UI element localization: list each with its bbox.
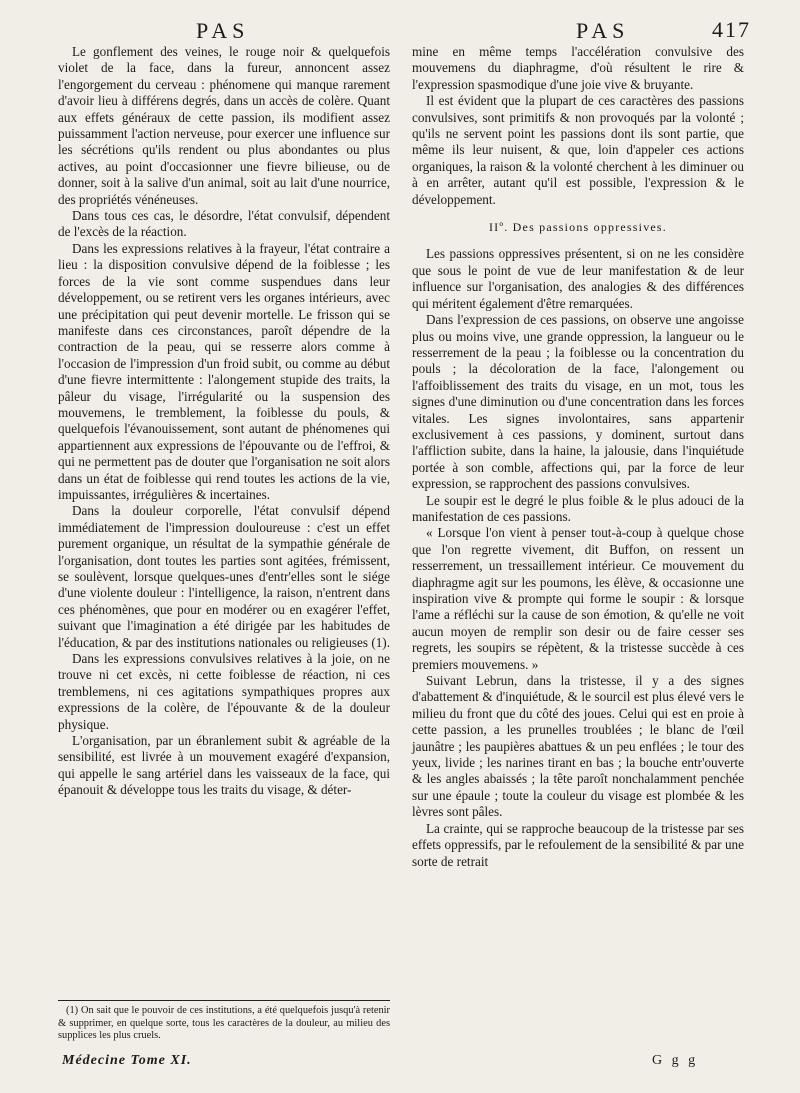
paragraph: Le soupir est le degré le plus foible & le plus adouci de la manifestation de ces passions. [412,492,744,524]
right-column [412,44,744,870]
page-number: 417 [712,17,751,42]
footnote-text: (1) On sait que le pouvoir de ces institutions, a été quelquefois jusqu'à retenir & supprimer, en quelque sorte, tous les caractères de la douleur, au milieu des supplices les plus cruels. [58,1005,390,1042]
paragraph: Il est évident que la plupart de ces caractères des passions convulsives, sont primitifs & non provoqués par la volonté ; qu'ils ne servent point les passions dont ils sont partie, que même ils leur nuisent, & que, loin d'appeler ces actions organiques, la raison & la volonté cherchent à les diminuer ou à en arrêter, autant qu'il est possible, l'expression & le développement. [412,93,744,207]
running-head-right: PAS [576,18,630,43]
paragraph: Dans l'expression de ces passions, on observe une angoisse plus ou moins vive, une grande oppression, la langueur ou le resserrement de la peau ; la foiblesse ou la concentration du pouls ; la décoloration de la face, l'alongement ou l'affoiblissement des traits du visage, en un mot, tous les signes d'une diminution ou d'une concentration dans les forces vitales. Les signes involontaires, sans appartenir exclusivement à ces passions, y dominent, surtout dans l'affliction subite, dans la haine, la jalousie, dans l'inquiétude portée à son comble, affections qui, par la force de leur expression, se rapprochent des passions convulsives. [412,312,744,492]
paragraph: L'organisation, par un ébranlement subit & agréable de la sensibilité, est livrée à un mouvement exagéré d'expansion, qui appelle le sang artériel dans les vaisseaux de la face, qui épanouit & développe tous les traits du visage, & déter- [58,733,390,798]
paragraph: Dans les expressions relatives à la frayeur, l'état contraire a lieu : la disposition convulsive dépend de la foiblesse ; les forces de la vie sont comme suspendues dans leur développement, ou se retirent vers les organes intérieurs, avec une précipitation qui peut devenir mortelle. Le frisson qui se manifeste dans ces circonstances, paroît dépendre de la contraction de la peau, qui se resserre alors comme à l'occasion de l'impression d'un froid subit, ou comme au début d'une fievre intermittente : l'alongement stupide des traits, la pâleur du visage, l'irrégularité ou la suspension des mouvemens, le tremblement, la foiblesse du pouls, & quelquefois l'évanouissement, sont autant de phénomenes qui appartiennent aux expressions de l'épouvante ou de l'effroi, & qui ne permettent pas de douter que l'organisation ne soit alors dans un état de foiblesse qui rend toutes les actions de la vie, impuissantes, irrégulières & incertaines. [58,240,390,502]
paragraph: Les passions oppressives présentent, si on ne les considère que sous le point de vue de leur manifestation & de leur influence sur l'organisation, des analogies & des différences qui méritent également d'être remarquées. [412,246,744,311]
quotation-paragraph: « Lorsque l'on vient à penser tout-à-coup à quelque chose que l'on regrette vivement, dit Buffon, on ressent un resserrement, un tressaillement intérieur. Ce mouvement du diaphragme agit sur les poumons, les élève, & occasionne une inspiration vive & prompte qui forme le soupir : & lorsque l'ame a réfléchi sur la cause de son émotion, & qu'elle ne voit aucun moyen de remplir son desir ou de faire cesser ses regrets, les soupirs se répètent, & la tristesse succède à ces premiers mouvemens. » [412,525,744,672]
left-column [58,44,390,799]
paragraph: Suivant Lebrun, dans la tristesse, il y a des signes d'abattement & d'inquiétude, & le sourcil est plus élevé vers le milieu du front que du côté des joues. Celui qui est en proie à cette passion, a les prunelles troublées ; le blanc de l'œil jaunâtre ; les paupières abattues & un peu enflées ; le tour des yeux, livide ; les narines tirant en bas ; la bouche entr'ouverte & les angles abaissés ; la tête paroît nonchalamment penchée sur une épaule ; toute la couleur du visage est plombée & les lèvres sont pâles. [412,673,744,820]
paragraph: Dans les expressions convulsives relatives à la joie, on ne trouve ni cet excès, ni cette foiblesse de réaction, ni ces tremblemens, ni ces agitations sympathiques propres aux expressions de la colère, de l'épouvante & de la douleur physique. [58,651,390,732]
footnote-rule [58,1000,390,1001]
paragraph: Dans tous ces cas, le désordre, l'état convulsif, dépendent de l'excès de la réaction. [58,208,390,240]
paragraph: Dans la douleur corporelle, l'état convulsif dépend immédiatement de l'impression douloureuse : c'est un effet purement organique, un résultat de la sympathie générale de l'organisation, dont toutes les parties sont agitées, frémissent, se soulèvent, lorsque quelques-unes d'entr'elles sont le siége d'une violente douleur : l'intelligence, la raison, n'entrent dans ces phénomènes, que pour en modérer ou en exagérer l'effet, suivant que l'imagination a été dirigée par les habitudes de l'éducation, & par des institutions nationales ou religieuses (1). [58,503,390,650]
section-heading: IIº. Des passions oppressives. [488,220,668,235]
paragraph: La crainte, qui se rapproche beaucoup de la tristesse par ses effets oppressifs, par le refoulement de la sensibilité & par une sorte de retrait [412,820,744,869]
paragraph: Le gonflement des veines, le rouge noir & quelquefois violet de la face, dans la fureur, annoncent assez l'engorgement du cerveau : phénomene qui manque rarement d'avoir lieu à différens degrés, dans un accès de colère. Quant aux effets généraux de cette passion, ils modifient assez puissamment l'action nerveuse, pour exercer une influence sur les sécrétions qu'ils rendent ou plus abondantes ou plus actives, au point d'occasionner une fievre bilieuse, ou de donner, soit à la salive d'un animal, soit au lait d'une nourrice, des propriétés vénéneuses. [58,44,390,207]
running-head-left: PAS [196,18,250,43]
signature-line: Médecine Tome XI. [62,1053,192,1068]
signature-mark: G g g [652,1053,699,1068]
footnote [58,1005,390,1043]
paragraph-continued: mine en même temps l'accélération convulsive des mouvemens du diaphragme, d'où résultent le rire & l'expression spasmodique d'une joie vive & bruyante. [412,44,744,92]
